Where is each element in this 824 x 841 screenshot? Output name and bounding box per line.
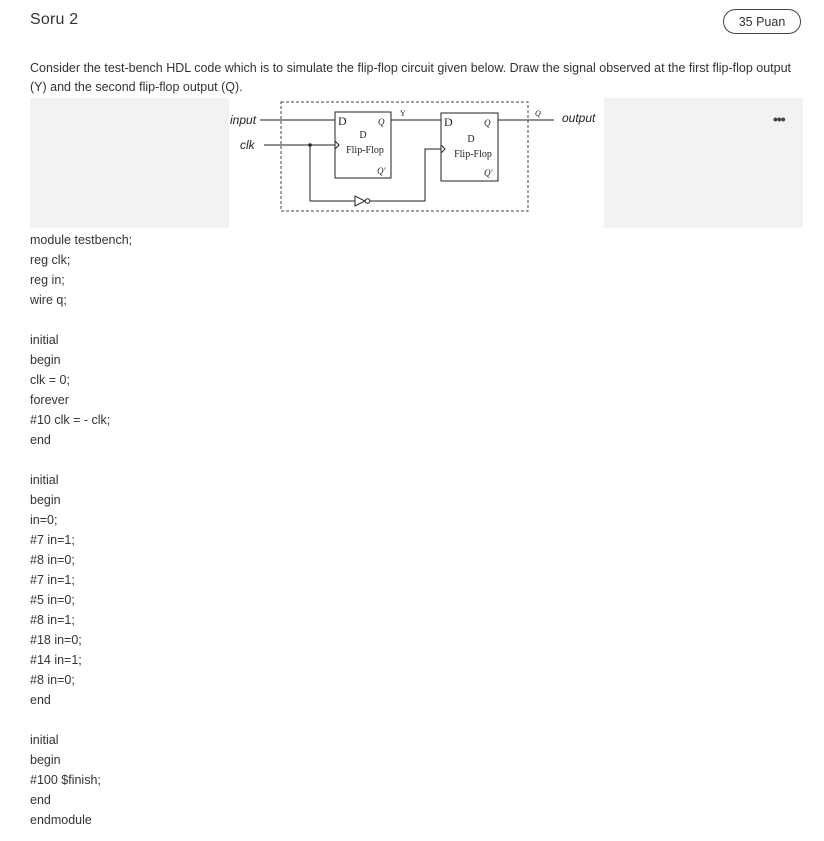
code-line: #18 in=0; (30, 633, 82, 647)
code-line: begin (30, 753, 61, 767)
code-line: forever (30, 393, 69, 407)
ff2-d-pin: D (444, 115, 453, 129)
y-label: Y (400, 109, 406, 118)
code-line: module testbench; (30, 233, 133, 247)
ff2-qbar-pin: Q' (484, 168, 493, 178)
ff2-q-pin: Q (484, 118, 491, 128)
code-line: #8 in=1; (30, 613, 75, 627)
code-line: #14 in=1; (30, 653, 82, 667)
circuit-diagram (229, 98, 604, 228)
code-line: #10 clk = - clk; (30, 413, 111, 427)
code-line: begin (30, 493, 61, 507)
points-badge: 35 Puan (723, 9, 801, 34)
code-line: #8 in=0; (30, 673, 75, 687)
code-line: in=0; (30, 513, 58, 527)
code-line: endmodule (30, 813, 92, 827)
code-line: initial (30, 473, 59, 487)
code-line: begin (30, 353, 61, 367)
code-line: initial (30, 333, 59, 347)
ff2-name-2: Flip-Flop (454, 149, 492, 160)
ff1-qbar-pin: Q' (377, 166, 386, 176)
code-line: #7 in=1; (30, 533, 75, 547)
code-line (30, 310, 132, 330)
input-label: input (230, 113, 257, 127)
more-options-icon[interactable]: ••• (773, 111, 785, 127)
code-line: clk = 0; (30, 373, 70, 387)
code-line (30, 710, 132, 730)
code-line (30, 450, 132, 470)
ff2-name-1: D (467, 134, 475, 145)
inverter-gate (355, 196, 365, 206)
ff1-name-2: Flip-Flop (346, 145, 384, 156)
q-out-label: Q (535, 109, 541, 118)
clk-label: clk (240, 138, 255, 152)
code-line: #8 in=0; (30, 553, 75, 567)
output-label: output (562, 111, 596, 125)
ff1-name-1: D (359, 130, 367, 141)
code-line: end (30, 793, 51, 807)
code-line: #100 $finish; (30, 773, 101, 787)
question-title: Soru 2 (30, 11, 79, 28)
code-line: initial (30, 733, 59, 747)
code-line: #7 in=1; (30, 573, 75, 587)
code-line: end (30, 693, 51, 707)
code-line: reg clk; (30, 253, 71, 267)
ff1-q-pin: Q (378, 117, 385, 127)
image-padding-left (30, 98, 229, 228)
code-line: end (30, 433, 51, 447)
code-block (30, 230, 132, 830)
code-line: reg in; (30, 273, 65, 287)
question-text: Consider the test-bench HDL code which is to simulate the flip-flop circuit given below. Draw the signal observed at the first flip-flop output (Y) and the second flip-flop output (Q). (30, 61, 792, 94)
ff1-d-pin: D (338, 114, 347, 128)
code-line: wire q; (30, 293, 67, 307)
code-line: #5 in=0; (30, 593, 75, 607)
